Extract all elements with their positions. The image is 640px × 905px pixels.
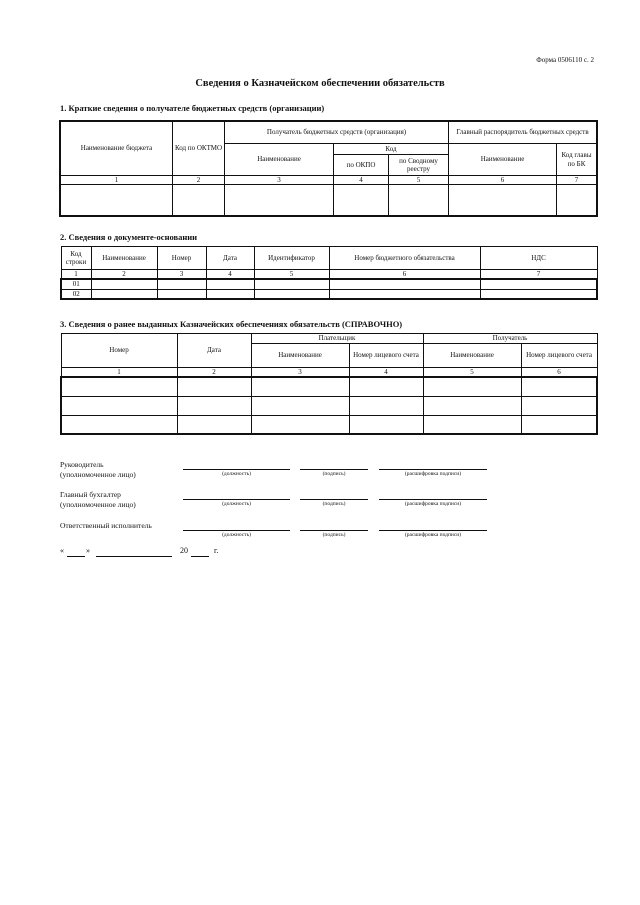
cell-recipient-name[interactable] bbox=[225, 185, 334, 216]
cell-number[interactable] bbox=[61, 396, 177, 415]
row-code-cell: 02 bbox=[61, 289, 91, 299]
cell-doc-number[interactable] bbox=[157, 279, 206, 289]
date-day-line[interactable] bbox=[67, 556, 85, 557]
col-bk-code: Код главы по БК bbox=[557, 144, 597, 176]
executor-decoding-line[interactable] bbox=[379, 530, 487, 531]
cell-doc-date[interactable] bbox=[206, 289, 254, 299]
head-position-line[interactable] bbox=[183, 469, 290, 470]
col-doc-name: Наименование bbox=[91, 247, 157, 270]
cell-doc-name[interactable] bbox=[91, 279, 157, 289]
col-recipient: Получатель бюджетных средств (организация) bbox=[225, 122, 449, 144]
col-num: 3 bbox=[157, 270, 206, 280]
date-year-suffix: г. bbox=[214, 546, 219, 555]
section2-heading: 2. Сведения о документе-основании bbox=[60, 232, 198, 242]
caption-signature: (подпись) bbox=[322, 501, 346, 507]
cell-bk-code[interactable] bbox=[557, 185, 597, 216]
col-payer-name: Наименование bbox=[251, 344, 349, 368]
col-num: 2 bbox=[177, 368, 251, 378]
col-num: 7 bbox=[557, 176, 597, 185]
head-sublabel: (уполномоченное лицо) bbox=[60, 470, 136, 480]
date-year-line[interactable] bbox=[191, 556, 209, 557]
col-recipient-account: Номер лицевого счета bbox=[521, 344, 597, 368]
caption-decoding: (расшифровка подписи) bbox=[404, 501, 462, 507]
head-signature-line[interactable] bbox=[300, 469, 368, 470]
caption-position: (должность) bbox=[222, 501, 251, 507]
cell-budget-name[interactable] bbox=[61, 185, 173, 216]
page-title: Сведения о Казначейском обеспечении обязательств bbox=[195, 78, 445, 89]
col-num: 3 bbox=[251, 368, 349, 378]
executor-position-line[interactable] bbox=[183, 530, 290, 531]
col-num: 1 bbox=[61, 270, 91, 280]
cell-number[interactable] bbox=[61, 415, 177, 434]
col-doc-id: Идентификатор bbox=[254, 247, 329, 270]
col-row-code: Код строки bbox=[61, 247, 91, 270]
col-num: 4 bbox=[334, 176, 389, 185]
col-num: 2 bbox=[91, 270, 157, 280]
col-doc-number: Номер bbox=[157, 247, 206, 270]
col-recipient-name: Наименование bbox=[423, 344, 521, 368]
cell-recipient-name[interactable] bbox=[423, 415, 521, 434]
col-code: Код bbox=[334, 144, 449, 155]
cell-payer-name[interactable] bbox=[251, 415, 349, 434]
col-num: 3 bbox=[225, 176, 334, 185]
previous-obligations-table bbox=[60, 333, 598, 435]
accountant-label: Главный бухгалтер bbox=[60, 490, 121, 499]
cell-okpo[interactable] bbox=[334, 185, 389, 216]
cell-doc-id[interactable] bbox=[254, 289, 329, 299]
col-num: 5 bbox=[254, 270, 329, 280]
caption-signature: (подпись) bbox=[322, 471, 346, 477]
cell-registry[interactable] bbox=[389, 185, 449, 216]
caption-position: (должность) bbox=[222, 471, 251, 477]
cell-recipient-account[interactable] bbox=[521, 396, 597, 415]
accountant-position-line[interactable] bbox=[183, 499, 290, 500]
cell-budget-obligation[interactable] bbox=[329, 289, 480, 299]
cell-doc-id[interactable] bbox=[254, 279, 329, 289]
accountant-signature-line[interactable] bbox=[300, 499, 368, 500]
executor-label: Ответственный исполнитель bbox=[60, 521, 152, 530]
cell-recipient-name[interactable] bbox=[423, 396, 521, 415]
executor-signature-line[interactable] bbox=[300, 530, 368, 531]
col-num: 1 bbox=[61, 176, 173, 185]
cell-payer-account[interactable] bbox=[349, 396, 423, 415]
col-num: 6 bbox=[521, 368, 597, 378]
cell-date[interactable] bbox=[177, 396, 251, 415]
cell-vat[interactable] bbox=[480, 279, 597, 289]
cell-date[interactable] bbox=[177, 415, 251, 434]
col-registry: по Сводному реестру bbox=[389, 155, 449, 176]
col-num: 2 bbox=[173, 176, 225, 185]
col-okpo: по ОКПО bbox=[334, 155, 389, 176]
col-num: 6 bbox=[329, 270, 480, 280]
cell-recipient-name[interactable] bbox=[423, 377, 521, 396]
col-recipient-name: Наименование bbox=[225, 144, 334, 176]
col-number: Номер bbox=[61, 334, 177, 368]
cell-payer-name[interactable] bbox=[251, 377, 349, 396]
head-label: Руководитель bbox=[60, 460, 104, 469]
cell-recipient-account[interactable] bbox=[521, 415, 597, 434]
col-payer: Плательщик bbox=[251, 334, 423, 344]
cell-vat[interactable] bbox=[480, 289, 597, 299]
date-month-line[interactable] bbox=[96, 556, 172, 557]
cell-payer-account[interactable] bbox=[349, 377, 423, 396]
cell-budget-obligation[interactable] bbox=[329, 279, 480, 289]
cell-payer-name[interactable] bbox=[251, 396, 349, 415]
col-doc-date: Дата bbox=[206, 247, 254, 270]
signature-block-head bbox=[60, 460, 136, 480]
col-payer-account: Номер лицевого счета bbox=[349, 344, 423, 368]
date-open-quote: « bbox=[60, 546, 64, 555]
row-code-cell: 01 bbox=[61, 279, 91, 289]
col-recipient: Получатель bbox=[423, 334, 597, 344]
col-num: 4 bbox=[349, 368, 423, 378]
cell-recipient-account[interactable] bbox=[521, 377, 597, 396]
col-budget-name: Наименование бюджета bbox=[61, 122, 173, 176]
col-num: 5 bbox=[389, 176, 449, 185]
caption-decoding: (расшифровка подписи) bbox=[404, 471, 462, 477]
col-date: Дата bbox=[177, 334, 251, 368]
section3-heading: 3. Сведения о ранее выданных Казначейских обеспечениях обязательств (СПРАВОЧНО) bbox=[60, 319, 403, 329]
col-num: 5 bbox=[423, 368, 521, 378]
cell-date[interactable] bbox=[177, 377, 251, 396]
cell-number[interactable] bbox=[61, 377, 177, 396]
signature-block-accountant bbox=[60, 490, 136, 510]
col-num: 6 bbox=[449, 176, 557, 185]
head-decoding-line[interactable] bbox=[379, 469, 487, 470]
form-number: Форма 0506110 с. 2 bbox=[536, 56, 594, 64]
cell-payer-account[interactable] bbox=[349, 415, 423, 434]
caption-position: (должность) bbox=[222, 532, 251, 538]
cell-manager-name[interactable] bbox=[449, 185, 557, 216]
col-num: 4 bbox=[206, 270, 254, 280]
col-vat: НДС bbox=[480, 247, 597, 270]
caption-decoding: (расшифровка подписи) bbox=[404, 532, 462, 538]
section1-heading: 1. Краткие сведения о получателе бюджетных средств (организации) bbox=[60, 103, 325, 113]
col-oktmo: Код по ОКТМО bbox=[173, 122, 225, 176]
col-manager-name: Наименование bbox=[449, 144, 557, 176]
col-num: 1 bbox=[61, 368, 177, 378]
basis-document-table bbox=[60, 246, 598, 300]
date-year-prefix: 20 bbox=[180, 546, 188, 555]
caption-signature: (подпись) bbox=[322, 532, 346, 538]
accountant-decoding-line[interactable] bbox=[379, 499, 487, 500]
signature-block-executor bbox=[60, 521, 152, 531]
date-close-quote: » bbox=[86, 546, 90, 555]
col-main-manager: Главный распорядитель бюджетных средств bbox=[449, 122, 597, 144]
accountant-sublabel: (уполномоченное лицо) bbox=[60, 500, 136, 510]
col-budget-obligation: Номер бюджетного обязательства bbox=[329, 247, 480, 270]
cell-doc-date[interactable] bbox=[206, 279, 254, 289]
recipient-table bbox=[60, 121, 597, 216]
cell-doc-name[interactable] bbox=[91, 289, 157, 299]
col-num: 7 bbox=[480, 270, 597, 280]
cell-oktmo[interactable] bbox=[173, 185, 225, 216]
cell-doc-number[interactable] bbox=[157, 289, 206, 299]
